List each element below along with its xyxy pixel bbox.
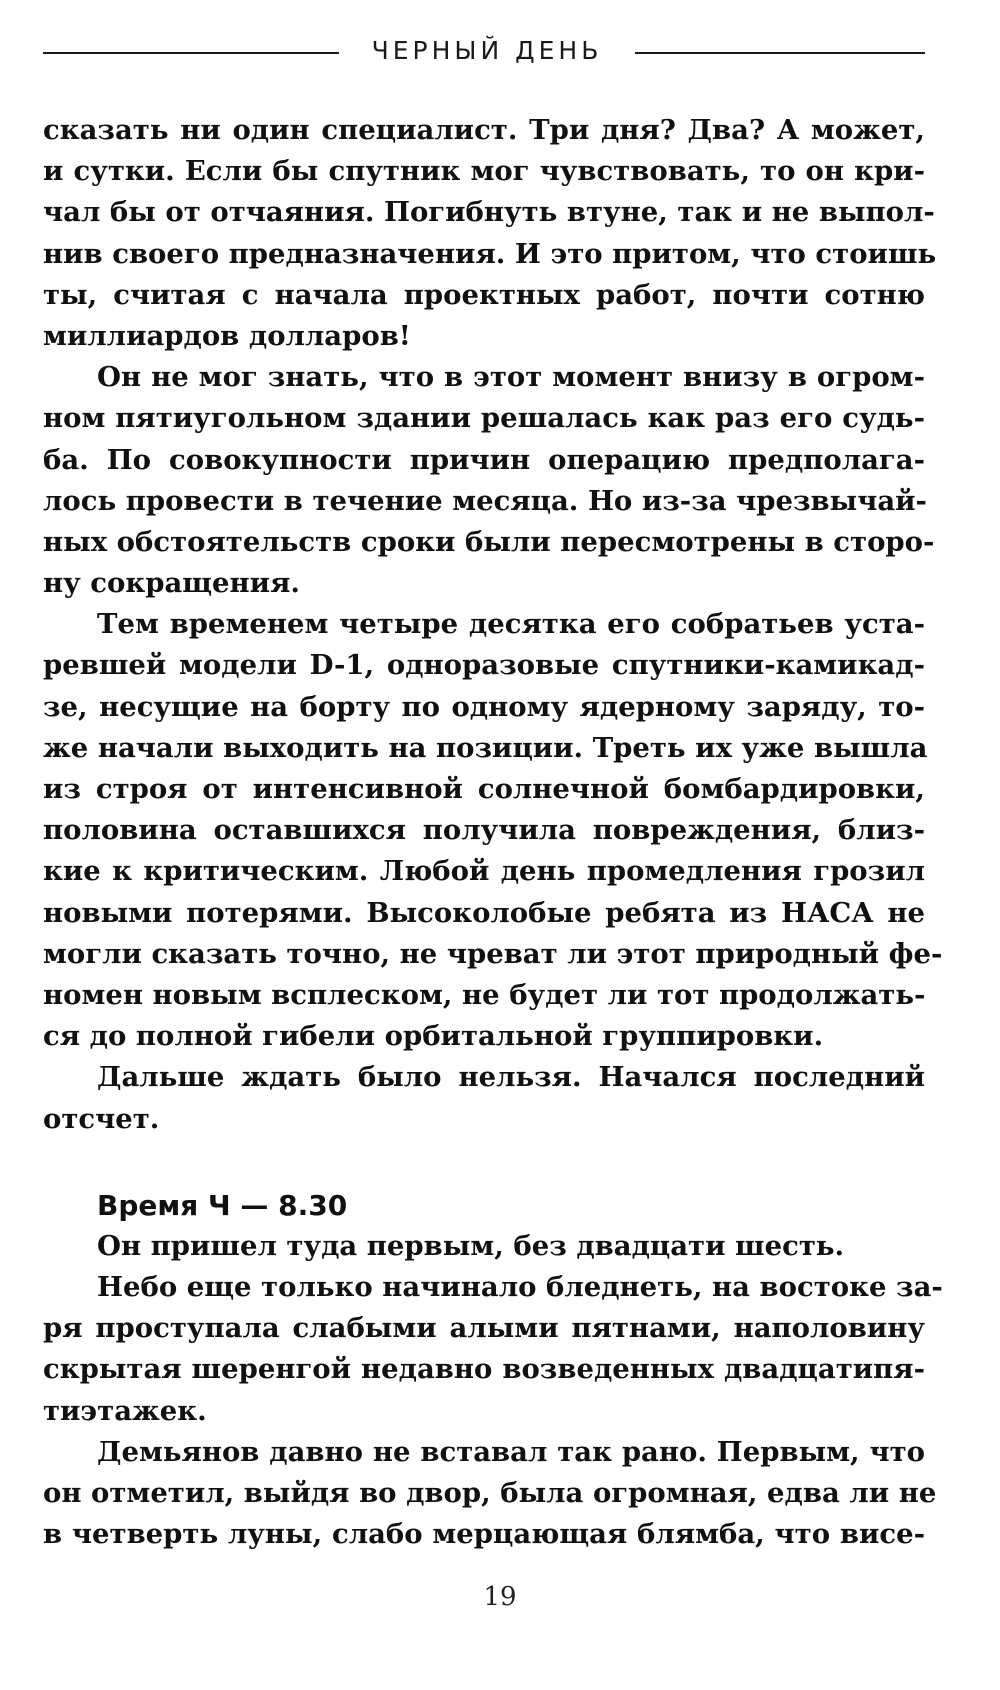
text-line: лось провести в течение месяца. Но из-за чрезвычай- xyxy=(43,484,927,517)
text-line: Дальше ждать было нельзя. Начался последний xyxy=(97,1061,925,1094)
text-line: ну сокращения. xyxy=(43,567,300,600)
text-line: Он не мог знать, что в этот момент внизу в огром- xyxy=(97,361,925,394)
page-number: 19 xyxy=(483,1582,517,1612)
section-paragraph-3 xyxy=(43,1432,937,1556)
section-gap xyxy=(43,1140,925,1185)
header-rule-left xyxy=(43,52,339,54)
text-line: могли сказать точно, не чреват ли этот природный фе- xyxy=(43,937,943,970)
text-line: тиэтажек. xyxy=(43,1394,207,1427)
text-line: ря проступала слабыми алыми пятнами, наполовину xyxy=(43,1312,925,1345)
text-line: он отметил, выйдя во двор, была огромная, едва ли не xyxy=(43,1477,937,1509)
text-line: новыми потерями. Высоколобые ребята из НАСА не xyxy=(43,896,925,929)
text-line: отсчет. xyxy=(43,1102,160,1135)
text-line: ты, считая с начала проектных работ, почти сотню xyxy=(43,278,925,311)
text-line: ревшей модели D-1, одноразовые спутники-камикад- xyxy=(43,649,925,682)
text-line: Небо еще только начинало бледнеть, на востоке за- xyxy=(97,1271,943,1304)
text-line: из строя от интенсивной солнечной бомбардировки, xyxy=(43,773,925,805)
running-title: ЧЕРНЫЙ ДЕНЬ xyxy=(371,36,603,65)
text-line: чал бы от отчаяния. Погибнуть втуне, так и не выпол- xyxy=(43,196,935,229)
paragraph-4 xyxy=(43,1057,925,1139)
paragraph-1 xyxy=(43,110,937,357)
text-line: Демьянов давно не вставал так рано. Первым, что xyxy=(97,1435,925,1468)
text-line: ных обстоятельств сроки были пересмотрены в сторо- xyxy=(43,525,935,558)
text-line: в четверть луны, слабо мерцающая блямба, что висе- xyxy=(43,1518,925,1551)
text-line: Он пришел туда первым, без двадцати шесть. xyxy=(97,1229,845,1262)
text-line: скрытая шеренгой недавно возведенных двадцатипя- xyxy=(43,1353,925,1386)
text-line: ся до полной гибели орбитальной группировки. xyxy=(43,1020,824,1053)
body-text xyxy=(43,110,943,1555)
text-line: ном пятиугольном здании решалась как раз его судь- xyxy=(43,402,925,435)
section-paragraph-2 xyxy=(43,1267,943,1432)
text-line: половина оставшихся получила повреждения, близ- xyxy=(43,814,925,847)
text-line: и сутки. Если бы спутник мог чувствовать, то он кри- xyxy=(43,155,925,188)
text-line: ба. По совокупности причин операцию предполага- xyxy=(43,443,925,476)
header-rule-right xyxy=(635,52,925,54)
text-line: сказать ни один специалист. Три дня? Два? А может, xyxy=(43,114,925,146)
section-paragraph-1 xyxy=(43,1226,925,1267)
text-line: номен новым всплеском, не будет ли тот продолжать- xyxy=(43,978,926,1011)
text-line: нив своего предназначения. И это притом, что стоишь xyxy=(43,237,937,270)
text-line: же начали выходить на позиции. Треть их уже вышла xyxy=(43,731,928,764)
paragraph-2 xyxy=(43,357,935,604)
section-heading: Время Ч — 8.30 xyxy=(97,1188,348,1222)
text-line: зе, несущие на борту по одному ядерному заряду, то- xyxy=(43,690,925,723)
paragraph-3 xyxy=(43,604,943,1057)
text-line: кие к критическим. Любой день промедления грозил xyxy=(43,855,925,888)
running-header xyxy=(43,36,925,72)
text-line: Тем временем четыре десятка его собратьев уста- xyxy=(97,608,925,641)
text-line: миллиардов долларов! xyxy=(43,319,411,352)
